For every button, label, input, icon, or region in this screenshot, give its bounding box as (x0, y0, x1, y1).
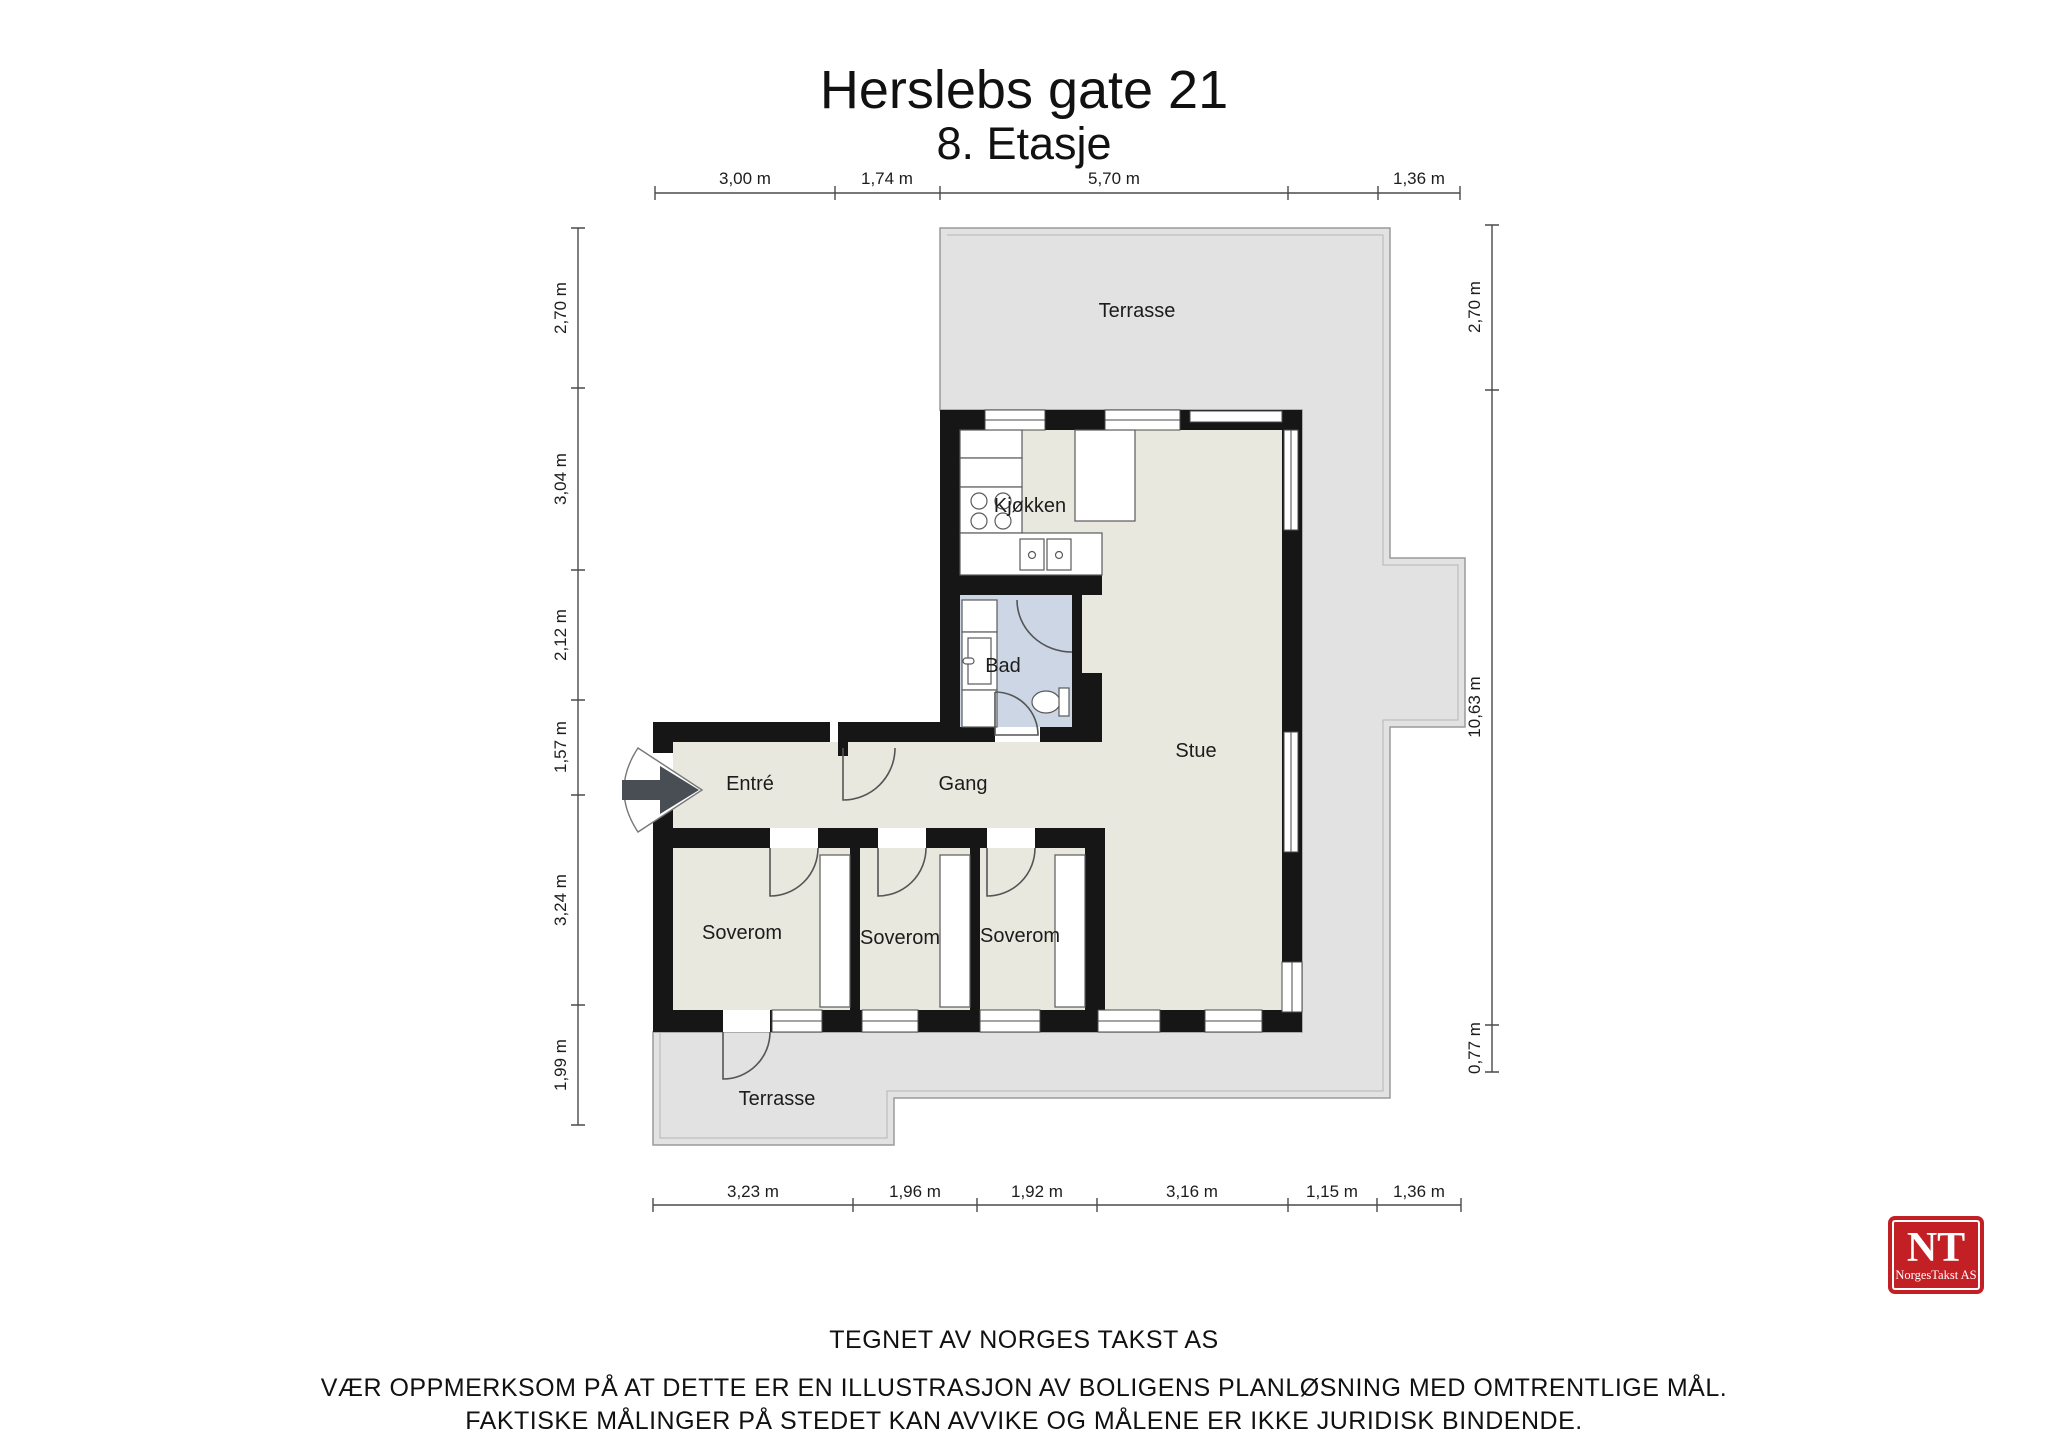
label-entry: Entré (726, 773, 774, 795)
dim-left-5: 3,24 m (551, 874, 570, 926)
dim-top-4: 1,36 m (1393, 169, 1445, 188)
bath-cabinet-1 (962, 600, 997, 632)
bedroom2-door-opening (878, 828, 926, 848)
dim-top-1: 3,00 m (719, 169, 771, 188)
dim-top-2: 1,74 m (861, 169, 913, 188)
terrace-door-opening (723, 1010, 770, 1032)
wall-entry-north-b (840, 722, 948, 742)
footer-disclaimer (0, 1372, 2048, 1438)
wall-entry-north-a (653, 722, 830, 742)
kitchen-cabinet-2 (960, 458, 1022, 487)
dim-left-4: 1,57 m (551, 721, 570, 773)
label-bedroom-1: Soverom (701, 922, 783, 944)
wall-kitchen-south (940, 575, 1102, 595)
dimension-bottom (653, 1182, 1461, 1212)
wall-bath-east (1072, 595, 1082, 742)
wall-bedroom3-living (1085, 848, 1105, 1010)
bath-cabinet-2 (962, 690, 997, 727)
toilet-icon (1032, 691, 1060, 713)
dimension-left (551, 228, 585, 1125)
bath-shower-handle (963, 658, 974, 664)
wardrobe-bedroom2 (940, 855, 970, 1007)
label-hall: Gang (938, 773, 988, 795)
nt-logo-company: NorgesTakst AS (1895, 1268, 1977, 1282)
disclaimer-line-2: FAKTISKE MÅLINGER PÅ STEDET KAN AVVIKE OG MÅLENE ER IKKE JURIDISK BINDENDE. (465, 1407, 1583, 1435)
dimension-top (655, 169, 1460, 200)
label-terrace-bottom: Terrasse (738, 1088, 816, 1110)
dimension-right (1465, 225, 1499, 1074)
wall-bedroom2-3 (970, 848, 980, 1010)
dim-top-3: 5,70 m (1088, 169, 1140, 188)
nt-logo (1888, 1216, 1984, 1294)
dim-left-2: 3,04 m (551, 453, 570, 505)
nt-logo-frame (1892, 1220, 1980, 1290)
wall-bedroom1-2 (850, 848, 860, 1010)
dim-right-1: 2,70 m (1465, 281, 1484, 333)
dim-bottom-5: 1,15 m (1306, 1182, 1358, 1201)
label-terrace-top: Terrasse (1098, 300, 1176, 322)
dim-left-3: 2,12 m (551, 609, 570, 661)
dim-bottom-1: 3,23 m (727, 1182, 779, 1201)
page-subtitle: 8. Etasje (936, 118, 1112, 169)
wall-bath-east-stub (1082, 673, 1102, 742)
bedroom3-door-opening (987, 828, 1035, 848)
toilet-tank (1059, 688, 1069, 716)
kitchen-cabinet-1 (960, 430, 1022, 458)
page-title: Herslebs gate 21 (819, 60, 1229, 120)
bedroom1-door-opening (770, 828, 818, 848)
dim-bottom-6: 1,36 m (1393, 1182, 1445, 1201)
dim-right-2: 10,63 m (1465, 676, 1484, 738)
wardrobe-bedroom1 (820, 855, 850, 1007)
dim-bottom-4: 3,16 m (1166, 1182, 1218, 1201)
dim-bottom-2: 1,96 m (889, 1182, 941, 1201)
nt-logo-initials: NT (1906, 1225, 1966, 1271)
kitchen-sink-1 (1020, 539, 1044, 570)
dim-right-3: 0,77 m (1465, 1022, 1484, 1074)
label-living-room: Stue (1175, 740, 1217, 762)
window-north-3 (1190, 411, 1282, 422)
dim-bottom-3: 1,92 m (1011, 1182, 1063, 1201)
disclaimer-line-1: VÆR OPPMERKSOM PÅ AT DETTE ER EN ILLUSTRASJON AV BOLIGENS PLANLØSNING MED OMTRENTLIGE MÅL. (320, 1374, 1728, 1402)
kitchen-island (1075, 430, 1135, 521)
label-kitchen: Kjøkken (993, 495, 1067, 517)
kitchen-sink-2 (1047, 539, 1071, 570)
label-bedroom-3: Soverom (979, 925, 1061, 947)
footer-credit: TEGNET AV NORGES TAKST AS (829, 1326, 1219, 1354)
dim-left-1: 2,70 m (551, 282, 570, 334)
dim-left-6: 1,99 m (551, 1039, 570, 1091)
label-bath: Bad (985, 655, 1021, 677)
label-bedroom-2: Soverom (859, 927, 941, 949)
